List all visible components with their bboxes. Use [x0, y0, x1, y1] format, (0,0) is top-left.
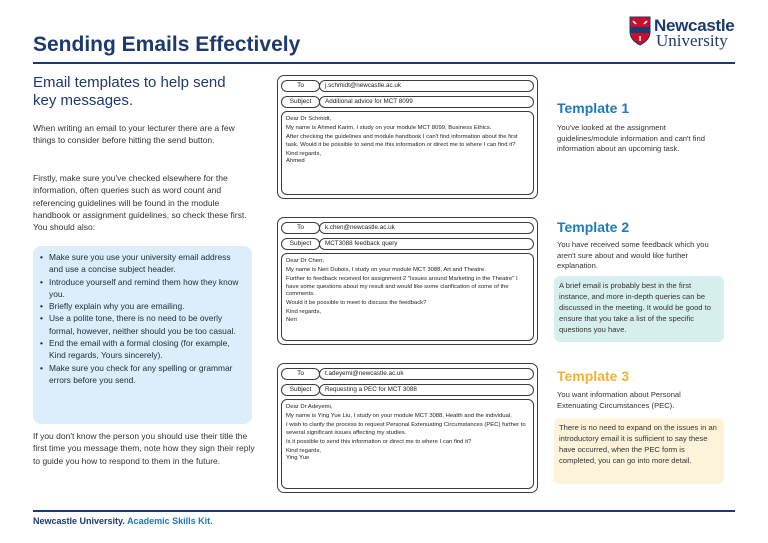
email-body-line: Ahmed — [286, 158, 305, 165]
footer-divider — [33, 510, 735, 512]
email-body-line: Dear Dr Schmidt, — [286, 116, 332, 122]
email-body — [281, 253, 534, 341]
header-divider — [33, 62, 735, 64]
template-3-title: Template 3 — [557, 368, 630, 384]
email-body-line: Is it possible to send this information or direct me to where I can find it? — [286, 438, 472, 445]
to-row — [281, 221, 395, 234]
template-3-description: You want information about Personal Extenuating Circumstances (PEC). — [557, 390, 681, 410]
email-example-1 — [277, 75, 538, 199]
email-body-line: Kind regards, — [286, 309, 322, 316]
email-body — [281, 111, 534, 195]
email-body — [281, 399, 534, 489]
email-body-line: Dear Dr Chen, — [286, 258, 324, 264]
email-body-line: Ying Yue — [286, 455, 310, 462]
university-logo — [629, 16, 737, 52]
template-1-description: You've looked at the assignment guidelines/module information and can't find information about an upcoming task. — [557, 123, 705, 154]
subject-label: Subject — [281, 384, 320, 396]
to-field: t.adeyemi@newcastle.ac.uk — [319, 368, 534, 380]
closing-paragraph: If you don't know the person you should use their title the first time you message them, note how they sign their reply to guide you how to respond to them in the future. — [33, 431, 255, 466]
email-example-3 — [277, 363, 538, 493]
tip-item: • Make sure you check for any spelling or grammar errors before you send. — [39, 362, 246, 387]
email-body-line: My name is Neri Dubois, I study on your module MCT 3088, Art and Theatre. — [286, 266, 486, 273]
tip-item: • Briefly explain why you are emailing. — [39, 300, 246, 312]
to-row — [281, 367, 404, 380]
template-3-note: There is no need to expand on the issues in an introductory email it is sufficient to say these have occurred, when the PEC form is completed, you can go into more detail. — [554, 418, 724, 484]
subject-label: Subject — [281, 238, 320, 250]
intro-paragraph: When writing an email to your lecturer there are a few things to consider before hitting the send button. — [33, 123, 235, 146]
to-label: To — [281, 80, 320, 92]
logo-wordmark-line1: Newcastle — [654, 16, 735, 35]
subject-field: MCT3088 feedback query — [319, 238, 534, 250]
footer-org: Newcastle University. — [33, 516, 125, 526]
tip-item: • Introduce yourself and remind them how they know you. — [39, 276, 246, 301]
email-body-line: Kind regards, — [286, 150, 322, 157]
tip-item: • Make sure you use your university email address and use a concise subject header. — [39, 251, 246, 276]
email-body-line: Further to feedback received for assignment 2 "Issues around Marketing in the Theatre" I have some questions about my result and would like some clarification of some of the comments. — [286, 275, 518, 298]
subject-field: Requesting a PEC for MCT 3088 — [319, 384, 534, 396]
tip-item: • Use a polite tone, there is no need to be overly formal, however, neither should you be too casual. — [39, 312, 246, 337]
template-2-note: A brief email is probably best in the first instance, and more in-depth queries can be discussed in the meeting. It would be good to ensure that you take a list of the specific questions you have. — [554, 276, 724, 342]
email-body-line: After checking the guidelines and module handbook I can't find information about the first task. Would it be possible to send me this information or direct me to where I can find it? — [286, 133, 518, 148]
page-title: Sending Emails Effectively — [33, 33, 301, 56]
to-field: j.schmidt@newcastle.ac.uk — [319, 80, 534, 92]
footer — [33, 516, 213, 526]
to-field: k.chen@newcastle.ac.uk — [319, 222, 534, 234]
email-body-line: My name is Ahmed Karim, I study on your module MCT 8099, Business Ethics. — [286, 124, 492, 131]
email-example-2 — [277, 217, 538, 345]
subject-field: Additional advice for MCT 8099 — [319, 96, 534, 108]
subject-label: Subject — [281, 96, 320, 108]
email-body-line: I wish to clarify the process to request Personal Extenuating Circumstances (PEC) further to several significant issues affecting my studies. — [286, 421, 526, 436]
template-2-title: Template 2 — [557, 219, 630, 235]
checklist-intro-paragraph: Firstly, make sure you've checked elsewhere for the information, often queries such as word count and referencing guidelines will be found in the module handbook or assignment guidelines, so check these first. You should also: — [33, 173, 247, 233]
logo-wordmark-line2: University — [656, 31, 728, 50]
crest-icon — [629, 16, 651, 46]
to-label: To — [281, 368, 320, 380]
section-subheading: Email templates to help send key messages. — [33, 74, 226, 109]
footer-kit: Academic Skills Kit. — [127, 516, 213, 526]
email-body-line: My name is Ying Yue Liu, I study on your module MCT 3088, Health and the individual. — [286, 412, 512, 419]
email-body-line: Kind regards, — [286, 447, 322, 454]
template-2-description: You have received some feedback which you aren't sure about and would like further explanation. — [557, 240, 709, 271]
subject-row — [281, 95, 413, 108]
tips-panel — [33, 246, 252, 424]
email-body-line: Would it be possible to meet to discuss the feedback? — [286, 300, 427, 307]
to-row — [281, 79, 402, 92]
to-label: To — [281, 222, 320, 234]
email-body-line: Dear Dr Adeyemi, — [286, 404, 333, 410]
subject-row — [281, 383, 417, 396]
tips-list — [39, 251, 246, 386]
template-1-title: Template 1 — [557, 100, 630, 116]
tip-item: • End the email with a formal closing (for example, Kind regards, Yours sincerely). — [39, 337, 246, 362]
email-body-line: Neri — [286, 316, 297, 323]
subject-row — [281, 237, 398, 250]
